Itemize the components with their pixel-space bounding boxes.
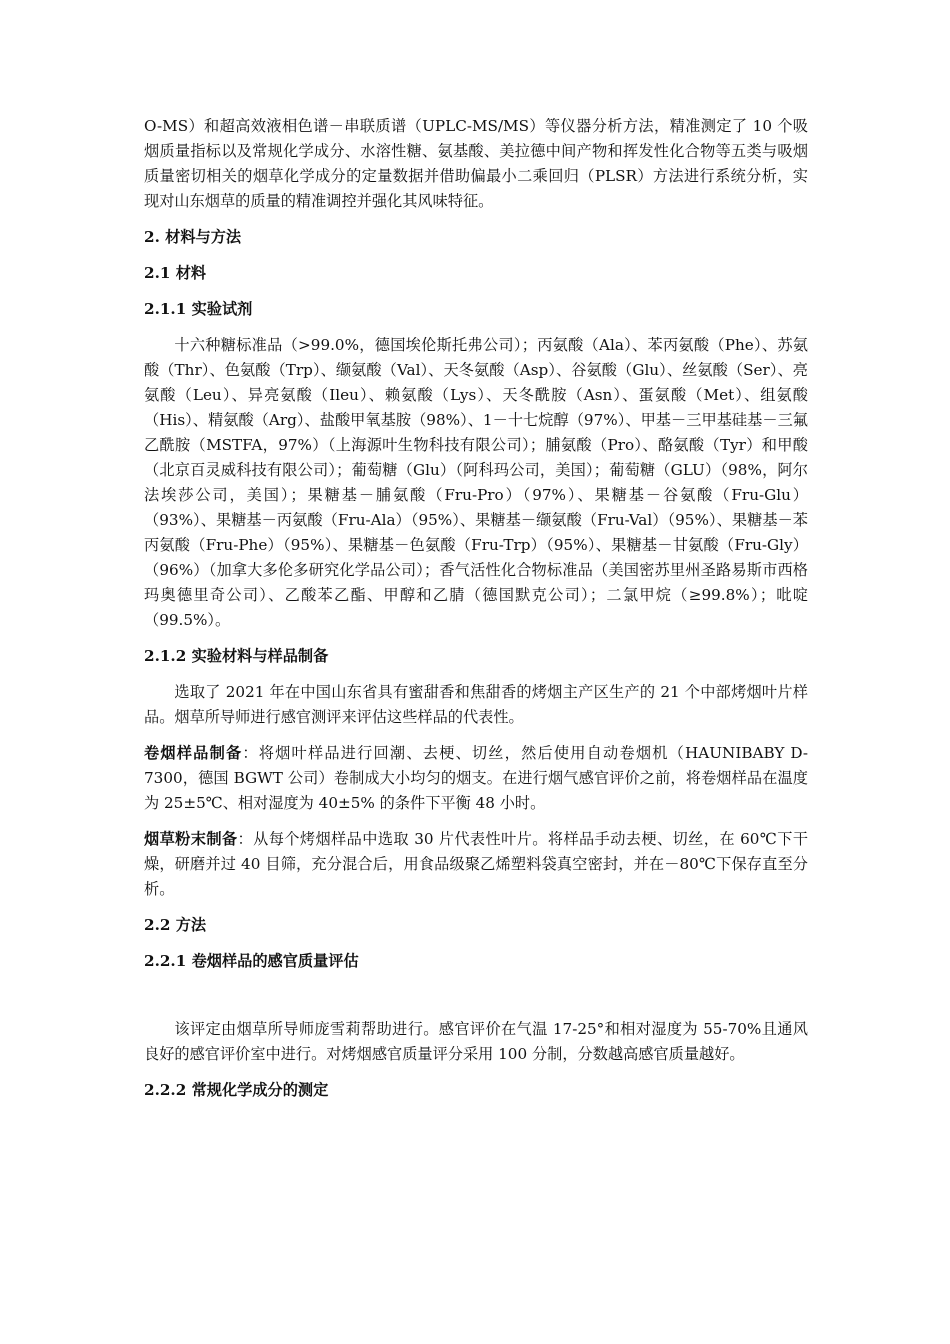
intro-paragraph: O-MS）和超高效液相色谱－串联质谱（UPLC-MS/MS）等仪器分析方法，精准测定了 10 个吸烟质量指标以及常规化学成分、水溶性糖、氨基酸、美拉德中间产物和挥发性化合物等五类与吸烟质量密切相关的烟草化学成分的定量数据并借助偏最小二乘回归（PLSR）方法进行系统分析，实现对山东烟草的质量的精准调控并强化其风味特征。 xyxy=(144,117,808,210)
samples-paragraph: 选取了 2021 年在中国山东省具有蜜甜香和焦甜香的烤烟主产区生产的 21 个中部烤烟叶片样品。烟草所导师进行感官测评来评估这些样品的代表性。 xyxy=(144,683,808,726)
cigarette-preparation-term: 卷烟样品制备 xyxy=(144,744,243,762)
section-heading-2-1: 2.1 材料 xyxy=(144,264,207,282)
reagents-paragraph: 十六种糖标准品（>99.0%，德国埃伦斯托弗公司）；丙氨酸（Ala）、苯丙氨酸（Phe）、苏氨酸（Thr）、色氨酸（Trp）、缬氨酸（Val）、天冬氨酸（Asp）、谷氨酸（Glu）、丝氨酸（Ser）、亮氨酸（Leu）、异亮氨酸（Ileu）、赖氨酸（Lys）、天冬酰胺（Asn）、蛋氨酸（Met）、组氨酸（His）、精氨酸（Arg）、盐酸甲氧基胺（98%）、1－十七烷醇（97%）、甲基－三甲基硅基－三氟乙酰胺（MSTFA，97%）（上海源叶生物科技有限公司）；脯氨酸（Pro）、酪氨酸（Tyr）和甲酸（北京百灵威科技有限公司）；葡萄糖（Glu）（阿科玛公司，美国）；葡萄糖（GLU）（98%，阿尔法埃莎公司，美国）；果糖基－脯氨酸（Fru-Pro）（97%）、果糖基－谷氨酸（Fru-Glu）（93%）、果糖基－丙氨酸（Fru-Ala）（95%）、果糖基－缬氨酸（Fru-Val）（95%）、果糖基－苯丙氨酸（Fru-Phe）（95%）、果糖基－色氨酸（Fru-Trp）（95%）、果糖基－甘氨酸（Fru-Gly）（96%）（加拿大多伦多研究化学品公司）；香气活性化合物标准品（美国密苏里州圣路易斯市西格玛奥德里奇公司）、乙酸苯乙酯、甲醇和乙腈（德国默克公司）；二氯甲烷（≥99.8%）；吡啶（99.5%）。 xyxy=(144,336,808,629)
powder-preparation-text: ：从每个烤烟样品中选取 30 片代表性叶片。将样品手动去梗、切丝，在 60℃下干燥，研磨并过 40 目筛，充分混合后，用食品级聚乙烯塑料袋真空密封，并在－80℃下保存直至分析。 xyxy=(144,830,809,898)
powder-preparation-term: 烟草粉末制备 xyxy=(144,830,238,848)
cigarette-preparation-paragraph xyxy=(144,741,808,816)
section-heading-2-2: 2.2 方法 xyxy=(144,916,207,934)
section-heading-2-1-2: 2.1.2 实验材料与样品制备 xyxy=(144,647,329,665)
sensory-evaluation-paragraph: 该评定由烟草所导师庞雪莉帮助进行。感官评价在气温 17-25°和相对湿度为 55-70%且通风良好的感官评价室中进行。对烤烟感官质量评分采用 100 分制，分数越高感官质量越好。 xyxy=(144,1020,808,1063)
cigarette-preparation-text: ：将烟叶样品进行回潮、去梗、切丝，然后使用自动卷烟机（HAUNIBABY D-7300，德国 BGWT 公司）卷制成大小均匀的烟支。在进行烟气感官评价之前，将卷烟样品在温度为 25±5℃、相对湿度为 40±5% 的条件下平衡 48 小时。 xyxy=(144,744,808,812)
document-page xyxy=(144,114,808,1103)
section-heading-2-2-1: 2.2.1 卷烟样品的感官质量评估 xyxy=(144,952,359,970)
section-heading-2-2-2: 2.2.2 常规化学成分的测定 xyxy=(144,1081,329,1099)
powder-preparation-paragraph xyxy=(144,827,808,902)
section-heading-2: 2. 材料与方法 xyxy=(144,228,242,246)
section-heading-2-1-1: 2.1.1 实验试剂 xyxy=(144,300,253,318)
